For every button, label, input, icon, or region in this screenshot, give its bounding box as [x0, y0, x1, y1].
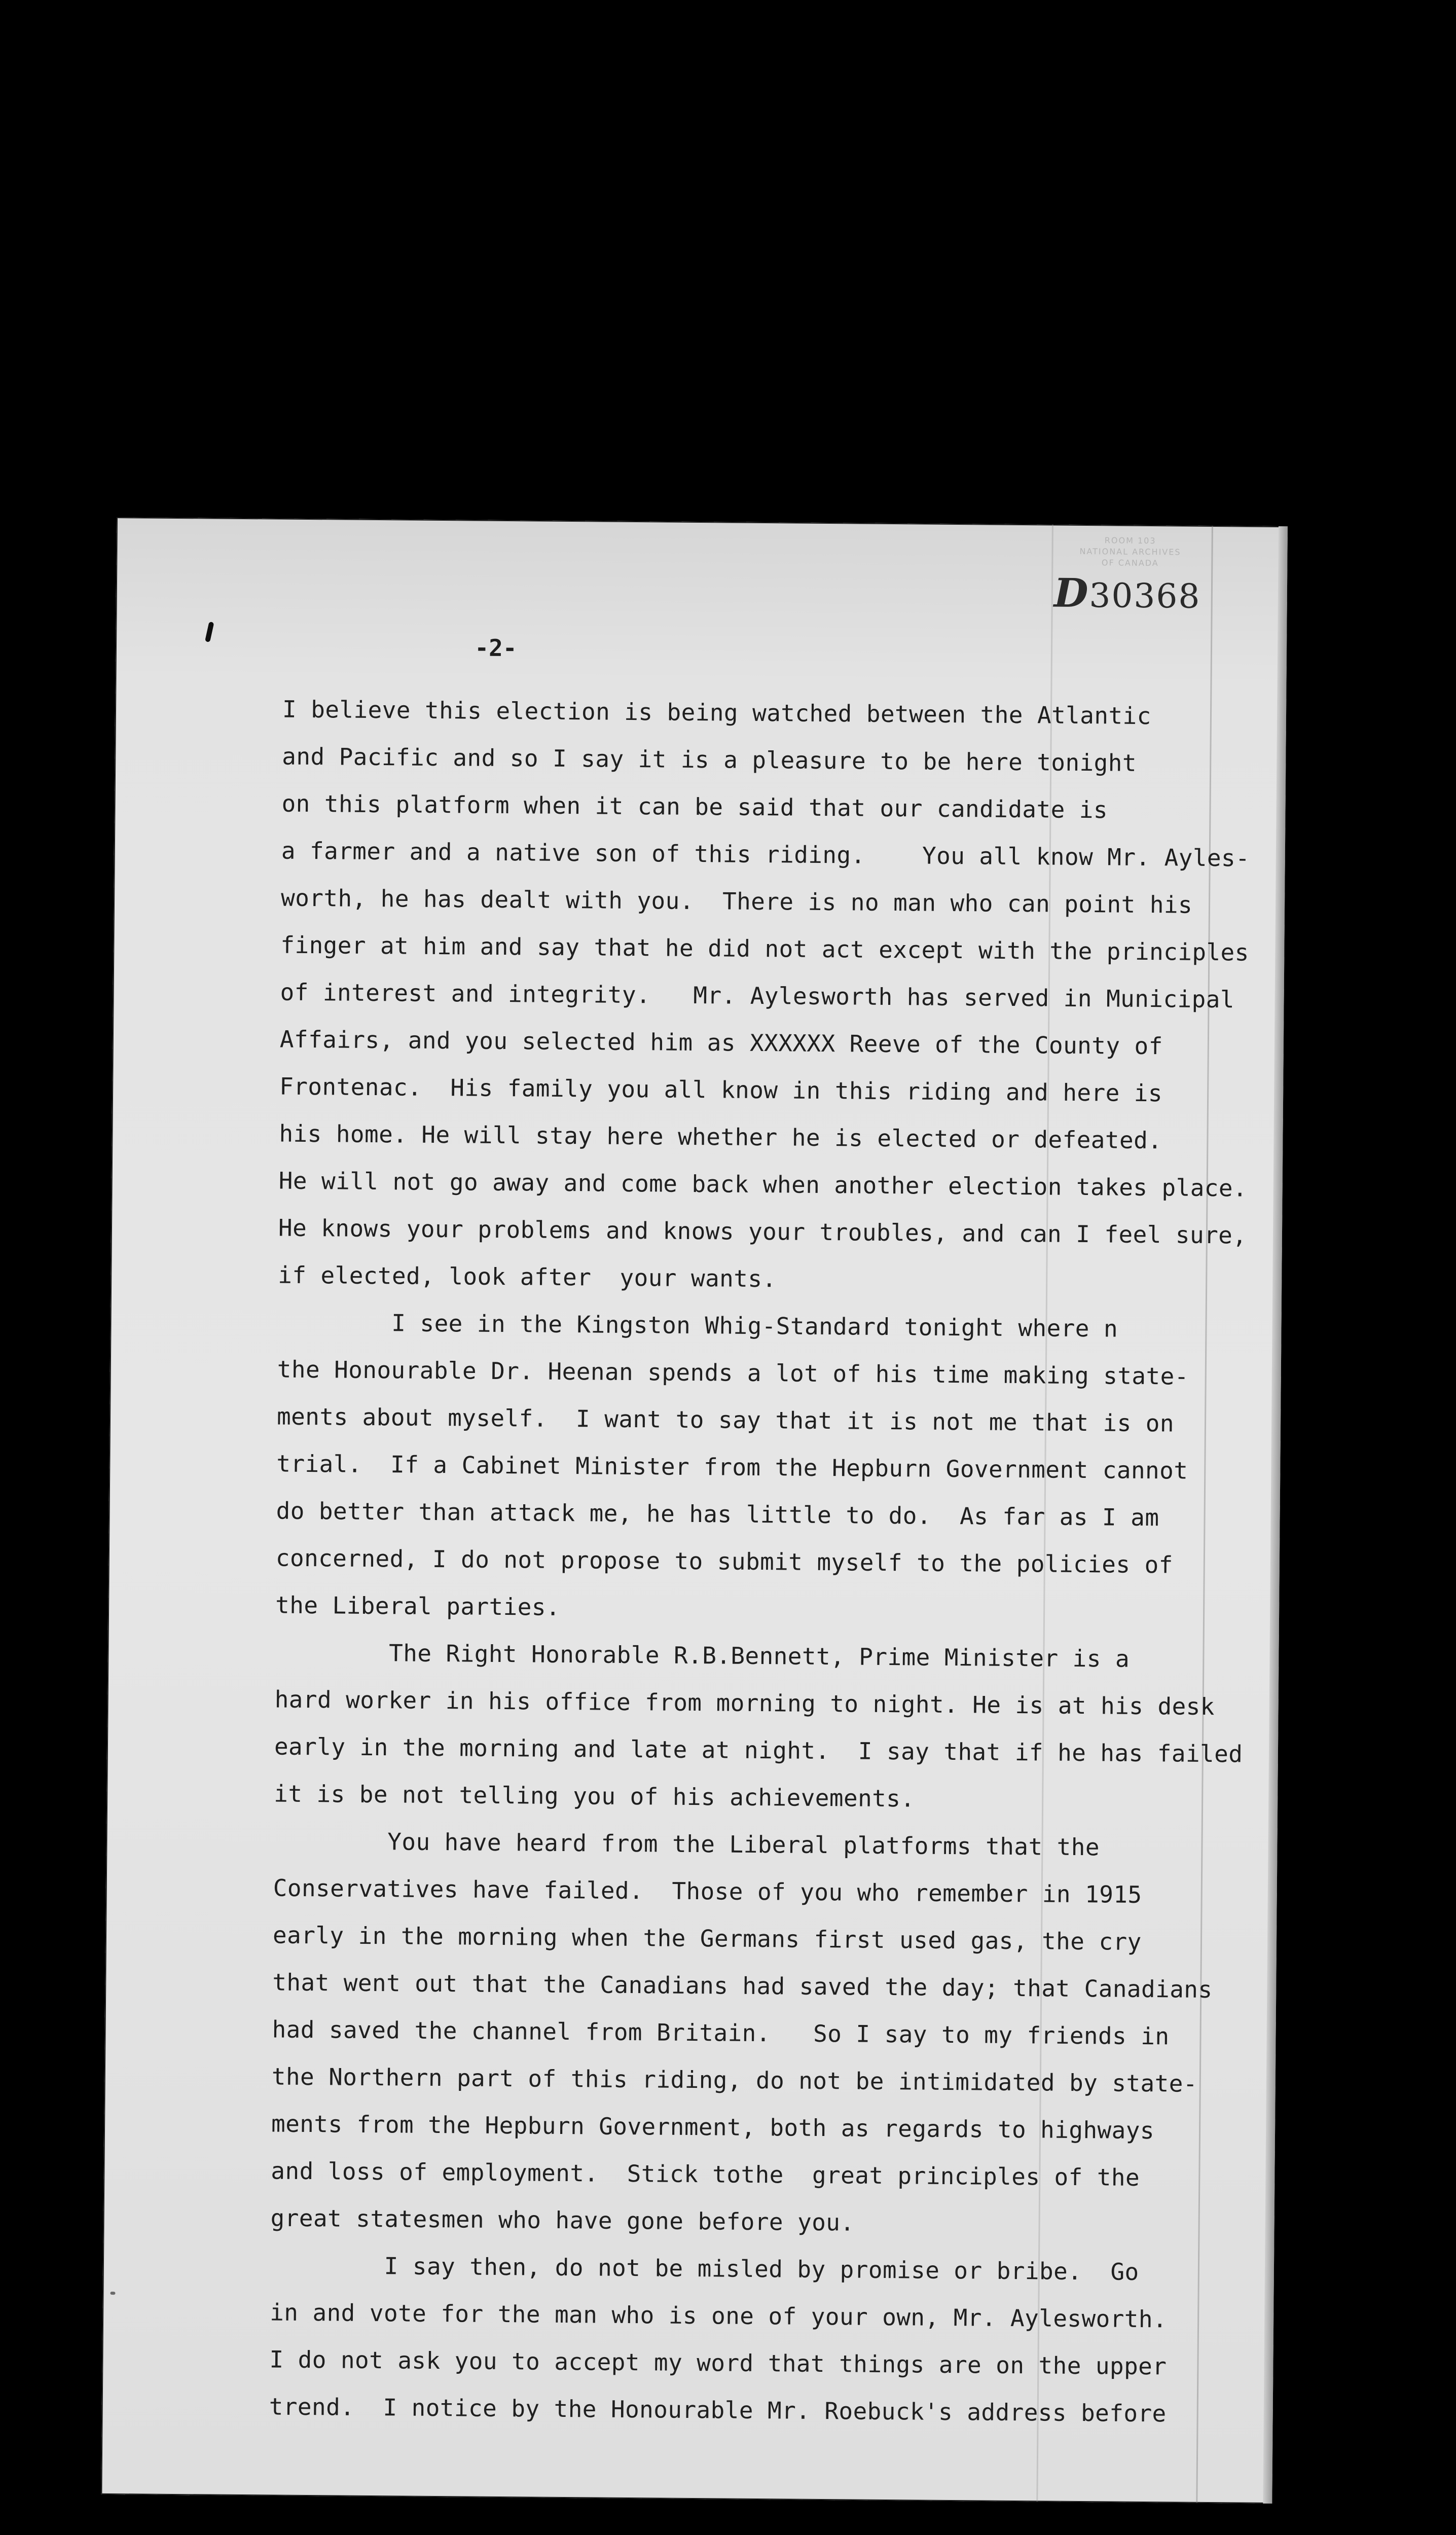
- text-line: a farmer and a native son of this riding. You all know Mr. Ayles-: [281, 837, 1250, 872]
- text-line: the Northern part of this riding, do not be intimidated by state-: [271, 2062, 1198, 2097]
- text-line: He will not go away and come back when another election takes place.: [278, 1167, 1248, 1202]
- text-line: Affairs, and you selected him as XXXXXX Reeve of the County of: [279, 1025, 1163, 1060]
- text-line: I see in the Kingston Whig-Standard tonight where n: [277, 1308, 1118, 1343]
- stamp-line: OF CANADA: [1101, 558, 1159, 568]
- text-line: early in the morning when the Germans first used gas, the cry: [272, 1921, 1142, 1955]
- text-line: and loss of employment. Stick tothe great principles of the: [271, 2157, 1140, 2191]
- text-line: ments about myself. I want to say that it is not me that is on: [276, 1402, 1175, 1437]
- text-line: if elected, look after your wants.: [278, 1261, 777, 1293]
- text-line: The Right Honorable R.B.Bennett, Prime Minister is a: [275, 1638, 1130, 1673]
- text-line: the Liberal parties.: [275, 1591, 561, 1621]
- text-line: and Pacific and so I say it is a pleasure to be here tonight: [282, 742, 1137, 777]
- text-line: it is be not telling you of his achievements.: [274, 1780, 915, 1813]
- document-number-value: 30368: [1089, 576, 1201, 616]
- text-line: You have heard from the Liberal platforms that the: [273, 1827, 1100, 1861]
- text-line: of interest and integrity. Mr. Aylesworth has served in Municipal: [280, 978, 1235, 1013]
- text-line: I believe this election is being watched between the Atlantic: [282, 695, 1151, 730]
- text-line: Conservatives have failed. Those of you who remember in 1915: [273, 1874, 1142, 1908]
- text-line: trend. I notice by the Honourable Mr. Roebuck's address before: [269, 2393, 1167, 2428]
- document-page: [101, 517, 1288, 2504]
- text-line: that went out that the Canadians had saved the day; that Canadians: [272, 1968, 1213, 2004]
- document-number: [1054, 570, 1201, 618]
- text-line: his home. He will stay here whether he is elected or defeated.: [279, 1119, 1162, 1154]
- text-line: had saved the channel from Britain. So I say to my friends in: [272, 2015, 1170, 2050]
- text-line: Frontenac. His family you all know in this riding and here is: [279, 1072, 1163, 1107]
- text-line: hard worker in his office from morning to night. He is at his desk: [274, 1685, 1215, 1721]
- text-line: on this platform when it can be said that our candidate is: [281, 789, 1108, 824]
- stamp-line: NATIONAL ARCHIVES: [1079, 546, 1181, 557]
- text-line: the Honourable Dr. Heenan spends a lot of his time making state-: [277, 1355, 1189, 1390]
- document-number-prefix: D: [1053, 570, 1089, 617]
- typed-body-text: [269, 686, 1296, 2439]
- margin-pen-mark: [110, 2292, 115, 2295]
- text-line: great statesmen who have gone before you.: [270, 2204, 855, 2236]
- page-number: -2-: [475, 634, 517, 662]
- text-line: finger at him and say that he did not act except with the principles: [280, 931, 1249, 966]
- text-line: concerned, I do not propose to submit myself to the policies of: [275, 1544, 1173, 1579]
- text-line: in and vote for the man who is one of your own, Mr. Aylesworth.: [269, 2298, 1168, 2333]
- text-line: He knows your problems and knows your troubles, and can I feel sure,: [278, 1214, 1247, 1249]
- text-line: trial. If a Cabinet Minister from the Hepburn Government cannot: [276, 1450, 1188, 1484]
- text-line: worth, he has dealt with you. There is no man who can point his: [280, 884, 1193, 919]
- stamp-line: ROOM 103: [1104, 535, 1156, 546]
- text-line: early in the morning and late at night. I say that if he has failed: [274, 1732, 1243, 1768]
- text-line: I do not ask you to accept my word that things are on the upper: [269, 2345, 1167, 2380]
- text-line: I say then, do not be misled by promise or bribe. Go: [270, 2251, 1139, 2286]
- text-line: do better than attack me, he has little to do. As far as I am: [276, 1497, 1159, 1532]
- text-line: ments from the Hepburn Government, both as regards to highways: [271, 2110, 1155, 2145]
